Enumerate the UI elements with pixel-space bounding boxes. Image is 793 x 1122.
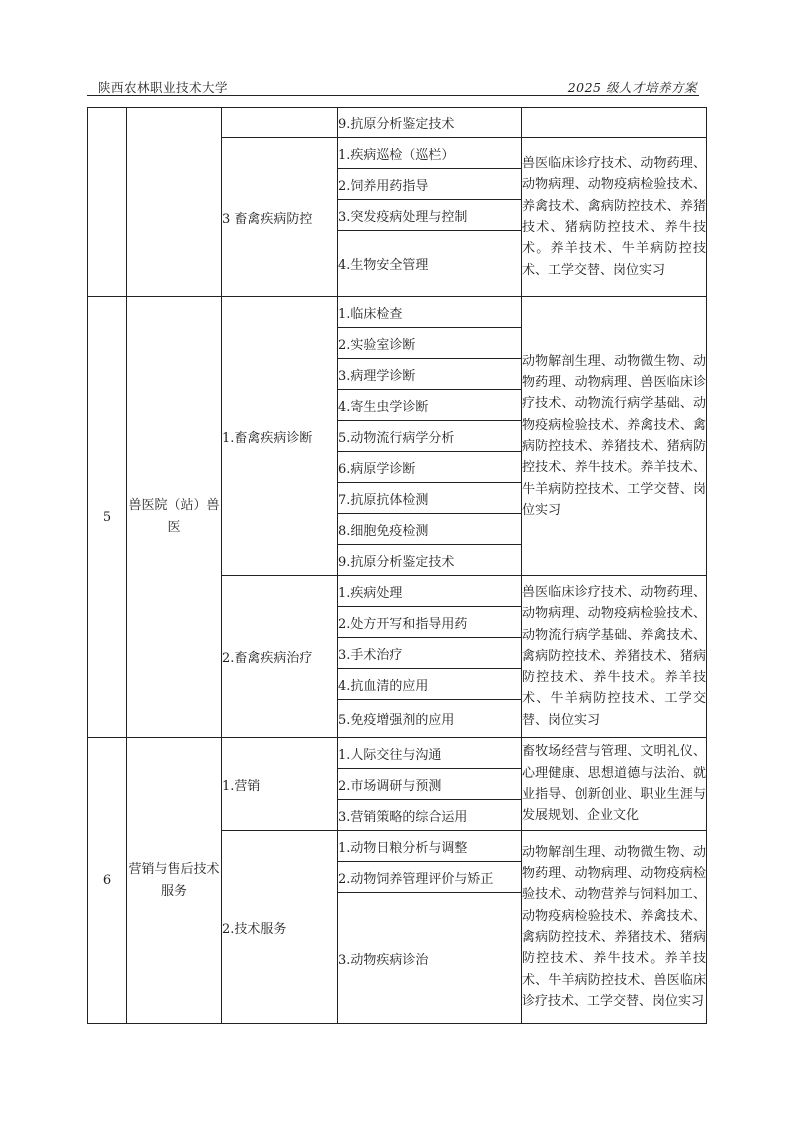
list-item: 9.抗原分析鉴定技术 bbox=[338, 545, 522, 576]
training-plan-table bbox=[87, 107, 707, 1024]
post-cell: 兽医院（站）兽医 bbox=[127, 297, 222, 738]
row-number: 6 bbox=[88, 738, 127, 1024]
task-cell-continued bbox=[222, 108, 338, 138]
post-cell: 营销与售后技术服务 bbox=[127, 738, 222, 1024]
list-item: 2.处方开写和指导用药 bbox=[338, 607, 522, 638]
list-item: 4.生物安全管理 bbox=[338, 231, 522, 297]
list-item: 3.手术治疗 bbox=[338, 638, 522, 669]
task-cell: 3 畜禽疾病防控 bbox=[222, 138, 338, 297]
course-cell: 动物解剖生理、动物微生物、动物药理、动物病理、兽医临床诊疗技术、动物流行病学基础、动物疫病检验技术、养禽技术、禽病防控技术、养猪技术、猪病防控技术、养牛技术。养羊技术、牛羊病防控技术、工学交替、岗位实习 bbox=[522, 297, 707, 576]
course-cell: 畜牧场经营与管理、文明礼仪、心理健康、思想道德与法治、就业指导、创新创业、职业生涯与发展规划、企业文化 bbox=[522, 738, 707, 831]
list-item: 5.动物流行病学分析 bbox=[338, 421, 522, 452]
list-item: 1.临床检查 bbox=[338, 297, 522, 328]
task-cell: 2.畜禽疾病治疗 bbox=[222, 576, 338, 738]
course-cell-continued bbox=[522, 108, 707, 138]
list-item: 3.病理学诊断 bbox=[338, 359, 522, 390]
list-item: 2.实验室诊断 bbox=[338, 328, 522, 359]
course-cell: 动物解剖生理、动物微生物、动物药理、动物病理、动物疫病检验技术、动物营养与饲料加工、动物疫病检验技术、养禽技术、禽病防控技术、养猪技术、猪病防控技术、养牛技术。养羊技术、牛羊病防控技术、兽医临床诊疗技术、工学交替、岗位实习 bbox=[522, 831, 707, 1024]
list-item: 1.疾病处理 bbox=[338, 576, 522, 607]
header-plan-title: 2025 级人才培养方案 bbox=[567, 80, 697, 95]
list-item: 4.抗血清的应用 bbox=[338, 669, 522, 700]
num-cell-continued bbox=[88, 108, 127, 297]
list-item: 8.细胞免疫检测 bbox=[338, 514, 522, 545]
list-item: 1.动物日粮分析与调整 bbox=[338, 831, 522, 862]
list-item: 1.人际交往与沟通 bbox=[338, 738, 522, 769]
list-item: 3.动物疾病诊治 bbox=[338, 893, 522, 1024]
task-cell: 1.营销 bbox=[222, 738, 338, 831]
task-cell: 1.畜禽疾病诊断 bbox=[222, 297, 338, 576]
list-item: 2.市场调研与预测 bbox=[338, 769, 522, 800]
list-item: 5.免疫增强剂的应用 bbox=[338, 700, 522, 738]
table-row bbox=[88, 297, 707, 328]
task-cell: 2.技术服务 bbox=[222, 831, 338, 1024]
table-row bbox=[88, 738, 707, 769]
course-cell: 兽医临床诊疗技术、动物药理、动物病理、动物疫病检验技术、动物流行病学基础、养禽技术、禽病防控技术、养猪技术、猪病防控技术、养牛技术。养羊技术、牛羊病防控技术、工学交替、岗位实习 bbox=[522, 576, 707, 738]
list-item: 1.疾病巡检（巡栏） bbox=[338, 138, 522, 169]
list-item: 3.突发疫病处理与控制 bbox=[338, 200, 522, 231]
list-item: 2.饲养用药指导 bbox=[338, 169, 522, 200]
post-cell-continued bbox=[127, 108, 222, 297]
header-school-name: 陕西农林职业技术大学 bbox=[98, 80, 229, 95]
list-item: 6.病原学诊断 bbox=[338, 452, 522, 483]
list-item: 9.抗原分析鉴定技术 bbox=[338, 108, 522, 138]
table-row bbox=[88, 108, 707, 138]
list-item: 4.寄生虫学诊断 bbox=[338, 390, 522, 421]
header-rule bbox=[87, 95, 699, 96]
list-item: 7.抗原抗体检测 bbox=[338, 483, 522, 514]
row-number: 5 bbox=[88, 297, 127, 738]
list-item: 3.营销策略的综合运用 bbox=[338, 800, 522, 831]
list-item: 2.动物饲养管理评价与矫正 bbox=[338, 862, 522, 893]
course-cell: 兽医临床诊疗技术、动物药理、动物病理、动物疫病检验技术、养禽技术、禽病防控技术、养猪技术、猪病防控技术、养牛技术。养羊技术、牛羊病防控技术、工学交替、岗位实习 bbox=[522, 138, 707, 297]
